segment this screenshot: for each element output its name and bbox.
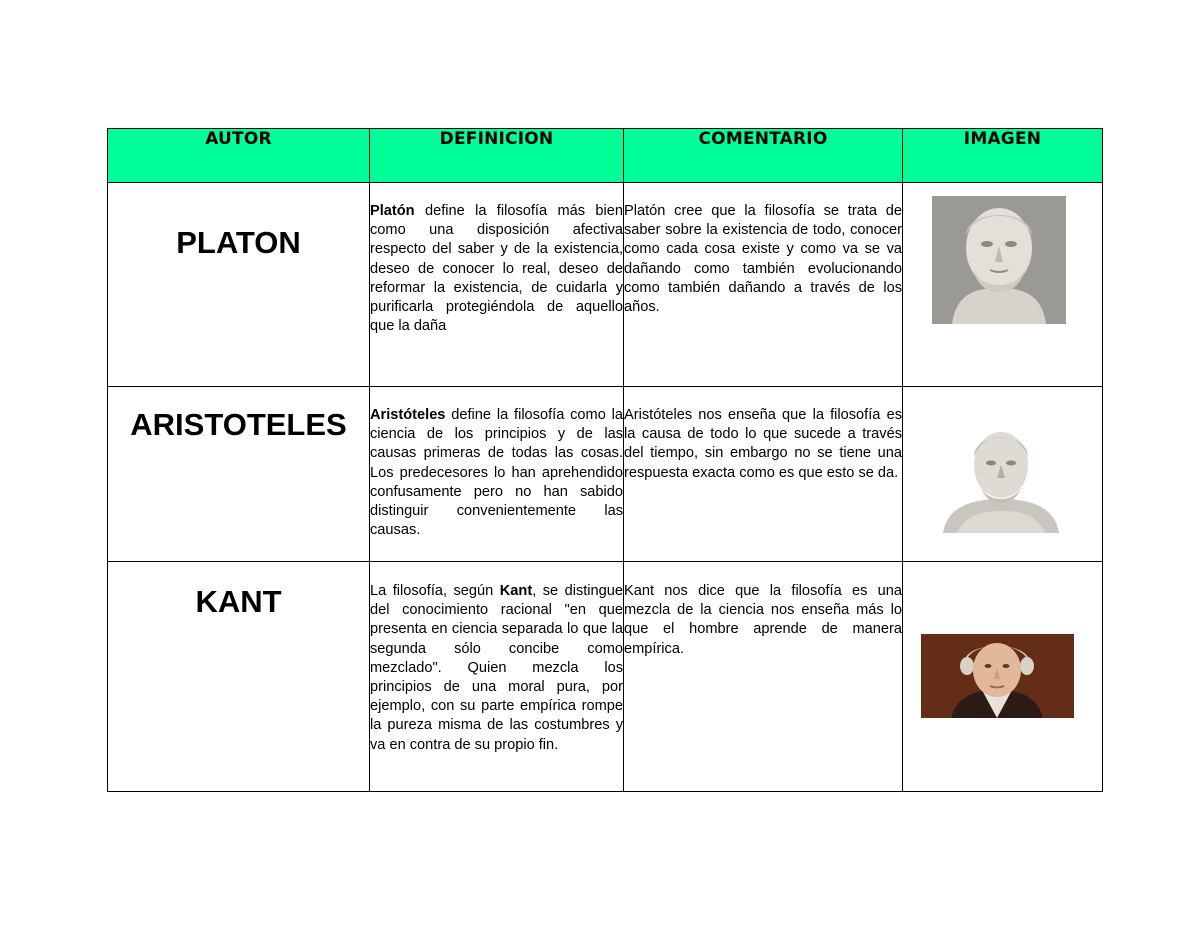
- comment-cell: [624, 387, 903, 562]
- comment-text: Aristóteles nos enseña que la filosofía es la causa de todo lo que sucede a través del tiempo, sin embargo no se tiene una respuesta exacta como es que esto se da.: [624, 407, 902, 481]
- header-definicion: DEFINICION: [370, 129, 624, 183]
- table-row: [108, 562, 1103, 792]
- table-row: [108, 387, 1103, 562]
- image-cell: [903, 562, 1103, 792]
- definition-text: Platón define la filosofía más bien como una disposición afectiva respecto del saber y de la existencia, deseo de conocer lo real, deseo de reformar la existencia, de cuidarla y purificarla protegiéndola de aquello que la daña: [370, 203, 623, 335]
- comment-cell: [624, 562, 903, 792]
- definition-bold: Platón: [370, 203, 415, 219]
- author-cell: [108, 387, 370, 562]
- comment-text: Platón cree que la filosofía se trata de saber sobre la existencia de todo, conocer como cada cosa existe y como va se va dañando como también evolucionando como también dañando a través de los años.: [624, 203, 902, 316]
- table-row: [108, 183, 1103, 387]
- image-cell: [903, 183, 1103, 387]
- header-row: [108, 129, 1103, 183]
- author-name: ARISTOTELES: [130, 407, 347, 442]
- header-imagen: IMAGEN: [903, 129, 1103, 183]
- plato-bust-image: [932, 196, 1066, 324]
- philosophers-table: [107, 128, 1103, 792]
- definition-text: La filosofía, según Kant, se distingue del conocimiento racional "en que presenta en ciencia separada lo que la segunda sólo concibe como mezclado". Quien mezcla los principios de una moral pura, por ejemplo, con su parte empírica rompe la pureza misma de las costumbres y va en contra de su propio fin.: [370, 583, 624, 753]
- image-cell: [903, 387, 1103, 562]
- definition-text: Aristóteles define la filosofía como la ciencia de los principios y de las causas primeras de todas las cosas. Los predecesores lo han aprehendido confusamente pero no han sabido distinguir convenientemente las causas.: [370, 407, 623, 539]
- definition-bold: Kant: [499, 583, 533, 599]
- header-autor: AUTOR: [108, 129, 370, 183]
- aristotle-bust-image: [937, 423, 1065, 533]
- definition-cell: [370, 183, 624, 387]
- header-comentario: COMENTARIO: [624, 129, 903, 183]
- author-name: KANT: [195, 584, 282, 619]
- definition-bold: Aristóteles: [370, 407, 446, 423]
- kant-portrait-image: [921, 634, 1074, 718]
- comment-text: Kant nos dice que la filosofía es una mezcla de la ciencia nos enseña más lo que el hombre aprende de manera empírica.: [624, 583, 902, 657]
- comment-cell: [624, 183, 903, 387]
- definition-cell: [370, 387, 624, 562]
- definition-cell: [370, 562, 624, 792]
- author-cell: [108, 562, 370, 792]
- author-name: PLATON: [176, 225, 301, 260]
- author-cell: [108, 183, 370, 387]
